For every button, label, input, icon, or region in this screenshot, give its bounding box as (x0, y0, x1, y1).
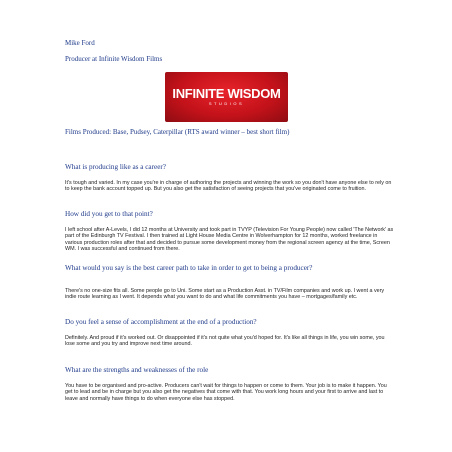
question-4: Do you feel a sense of accomplishment at the end of a production? (65, 318, 257, 326)
answer-4-text: Definitely. And proud if it's worked out. Or disappointed if it's not quite what you'd hoped for. It's like all things in life, you win some, you lose some and you try and improve next time around. (65, 335, 385, 348)
question-1: What is producing like as a career? (65, 163, 166, 171)
answer-1-text: It's tough and varied. In my case you're in charge of authoring the projects and winning the work so you don't have anyone else to rely on to keep the bank account topped up. But you also get the satisfaction of seeing projects that you've originated come to fruition. (65, 180, 392, 193)
logo-subtitle: STUDIOS (208, 101, 245, 106)
answer-3 (65, 288, 395, 301)
interviewee-role: Producer at Infinite Wisdom Films (65, 55, 163, 63)
logo-title: INFINITE WISDOM (172, 86, 281, 101)
interviewee-name: Mike Ford (65, 39, 95, 47)
answer-5-text: You have to be organised and pro-active. Producers can't wait for things to happen or come to them. Your job is to make it happen. You get to lead and be in charge but you also get the negatives that come with that. You work long hours and your first to arrive and last to leave and normally have things to do when everyone else has stopped. (65, 383, 387, 402)
answer-4 (65, 335, 395, 348)
answer-5 (65, 383, 395, 402)
answer-1 (65, 180, 395, 193)
question-3: What would you say is the best career path to take in order to get to being a producer? (65, 264, 313, 272)
infinite-wisdom-logo (165, 72, 288, 122)
answer-2 (65, 227, 395, 252)
answer-2-text: I left school after A-Levels, I did 12 months at University and took part in TVYP (Television For Young People) now called 'The Network' as part of the Edinburgh TV Festival. I then trained at Light House Media Centre in Wolverhampton for 12 months, worked freelance in various production roles after that and decided to pursue some development money from the regional screen agency at the time, Screen WM. I was successful and continued from there. (65, 227, 394, 252)
answer-3-text: There's no one-size fits all. Some people go to Uni. Some start as a Production Asst. in TV/Film companies and work up. I went a very indie route learning as I went. It depends what you want to do and what life commitments you have – mortgages/family etc. (65, 288, 385, 301)
question-5: What are the strengths and weaknesses of the role (65, 366, 209, 374)
question-2: How did you get to that point? (65, 210, 153, 218)
films-produced: Films Produced: Base, Pudsey, Caterpillar (RTS award winner – best short film) (65, 128, 290, 136)
